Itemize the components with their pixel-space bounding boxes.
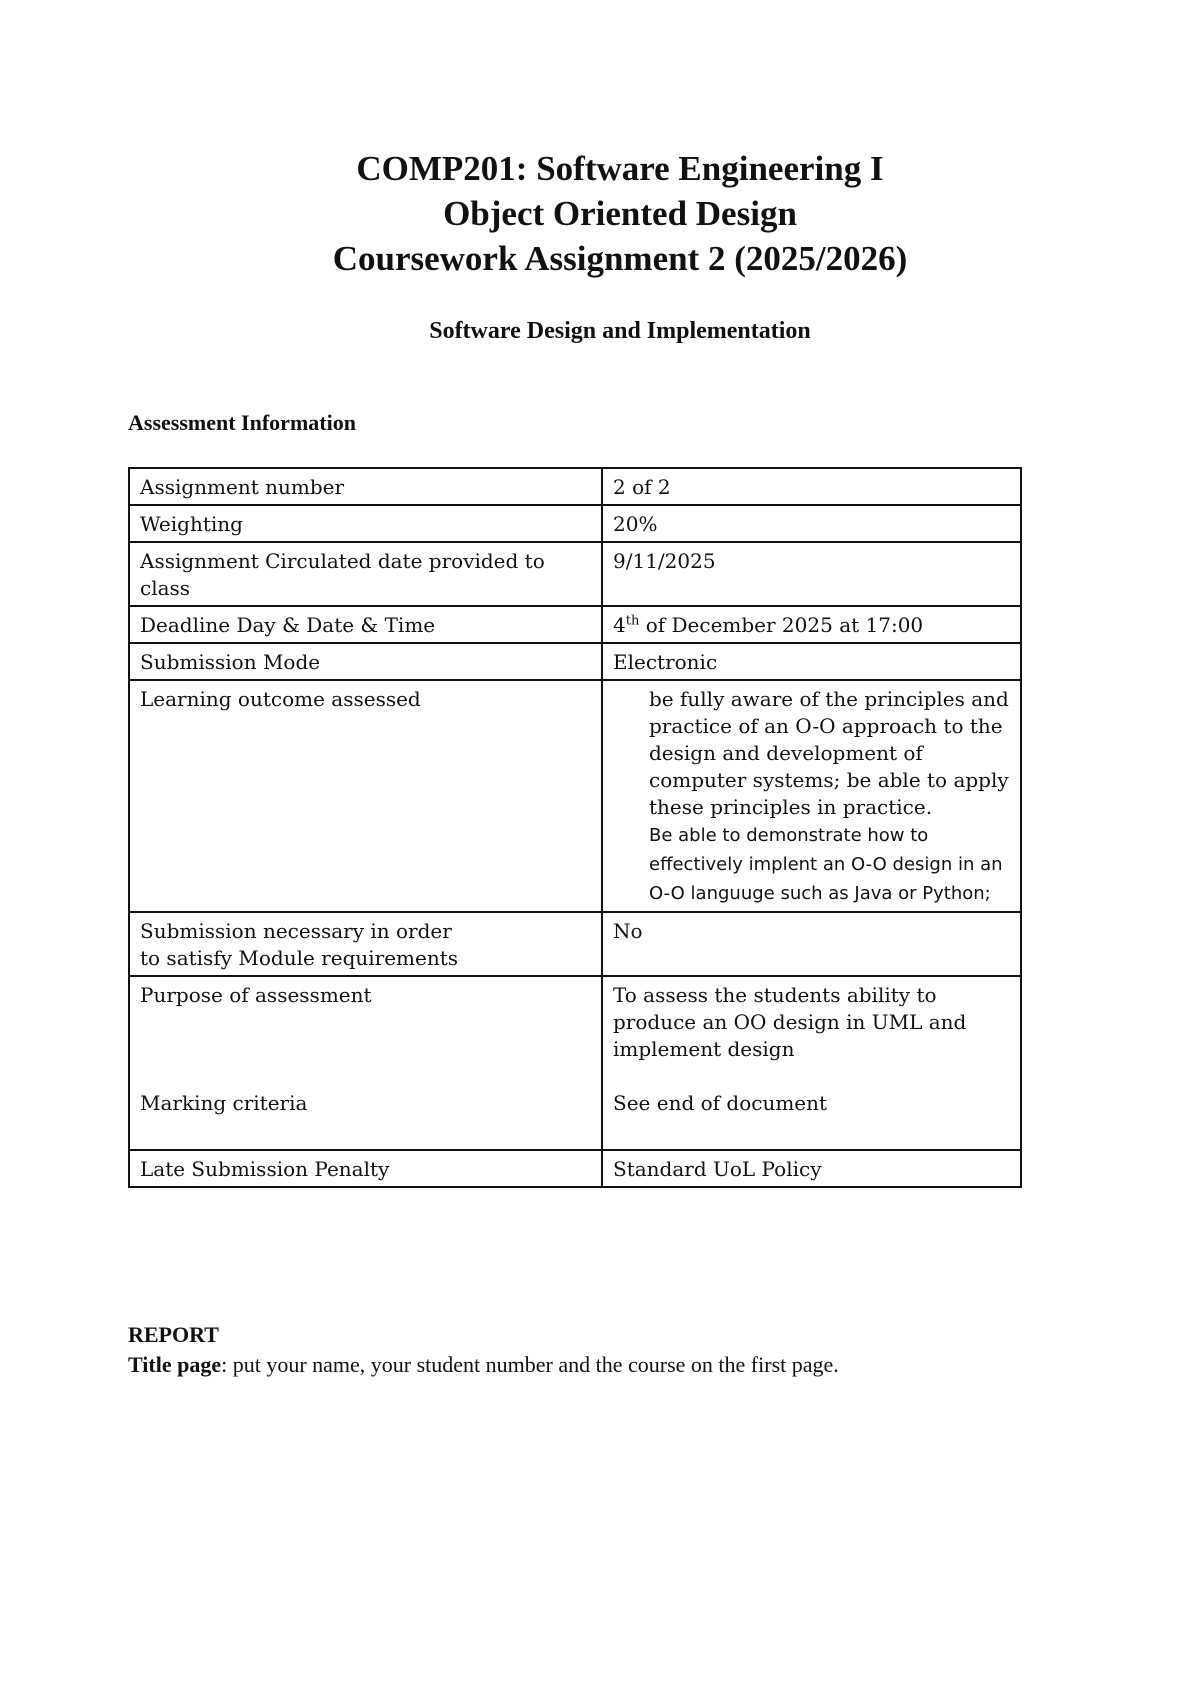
deadline-rest: of December 2025 at 17:00 (639, 613, 924, 637)
report-title-page (128, 1350, 839, 1380)
deadline-day: 4 (613, 613, 626, 637)
weighting-value: 20% (602, 505, 1021, 542)
learning-outcome-1: be fully aware of the principles and practice of an O-O approach to the design and development of computer systems; be able to apply these principles in practice. (649, 687, 1009, 819)
assessment-heading: Assessment Information (128, 410, 356, 435)
table-row (129, 643, 1021, 680)
purpose-value: To assess the students ability to produce an OO design in UML and implement design (613, 983, 967, 1061)
title-course: COMP201: Software Engineering I (356, 149, 884, 188)
submission-mode-value: Electronic (602, 643, 1021, 680)
report-section (128, 1320, 839, 1380)
title-page-text: : put your name, your student number and the course on the first page. (221, 1352, 839, 1377)
table-row (129, 505, 1021, 542)
purpose-marking-label (129, 976, 602, 1150)
deadline-day-suffix: th (625, 613, 640, 629)
report-heading: REPORT (128, 1322, 219, 1347)
circulated-date-value: 9/11/2025 (602, 542, 1021, 606)
table-row (129, 542, 1021, 606)
submission-necessary-value: No (602, 912, 1021, 976)
learning-outcome-label: Learning outcome assessed (129, 680, 602, 912)
submission-mode-label: Submission Mode (129, 643, 602, 680)
marking-value: See end of document (613, 1091, 828, 1115)
submission-necessary-label-line2: to satisfy Module requirements (140, 946, 459, 970)
weighting-label: Weighting (129, 505, 602, 542)
late-penalty-value: Standard UoL Policy (602, 1150, 1021, 1187)
deadline-label: Deadline Day & Date & Time (129, 606, 602, 643)
submission-necessary-label (129, 912, 602, 976)
title-topic: Object Oriented Design (443, 194, 797, 233)
circulated-date-label: Assignment Circulated date provided to class (129, 542, 602, 606)
table-row (129, 1150, 1021, 1187)
marking-label: Marking criteria (140, 1091, 308, 1115)
table-row (129, 680, 1021, 912)
purpose-label: Purpose of assessment (140, 983, 372, 1007)
title-page-label: Title page (128, 1352, 222, 1377)
purpose-marking-value (602, 976, 1021, 1150)
assignment-number-value: 2 of 2 (602, 468, 1021, 505)
learning-outcome-2: Be able to demonstrate how to effectively implent an O-O design in an O-O languuge such as Java or Python; (649, 825, 1003, 904)
table-row (129, 606, 1021, 643)
document-title (0, 146, 1200, 281)
subtitle: Software Design and Implementation (429, 318, 811, 344)
table-row (129, 468, 1021, 505)
table-row (129, 912, 1021, 976)
late-penalty-label: Late Submission Penalty (129, 1150, 602, 1187)
assignment-number-label: Assignment number (129, 468, 602, 505)
learning-outcome-value (602, 680, 1021, 912)
table-row (129, 976, 1021, 1150)
deadline-value (602, 606, 1021, 643)
submission-necessary-label-line1: Submission necessary in order (140, 919, 452, 943)
title-assignment: Coursework Assignment 2 (2025/2026) (332, 239, 908, 278)
assessment-info-table (128, 467, 1022, 1188)
